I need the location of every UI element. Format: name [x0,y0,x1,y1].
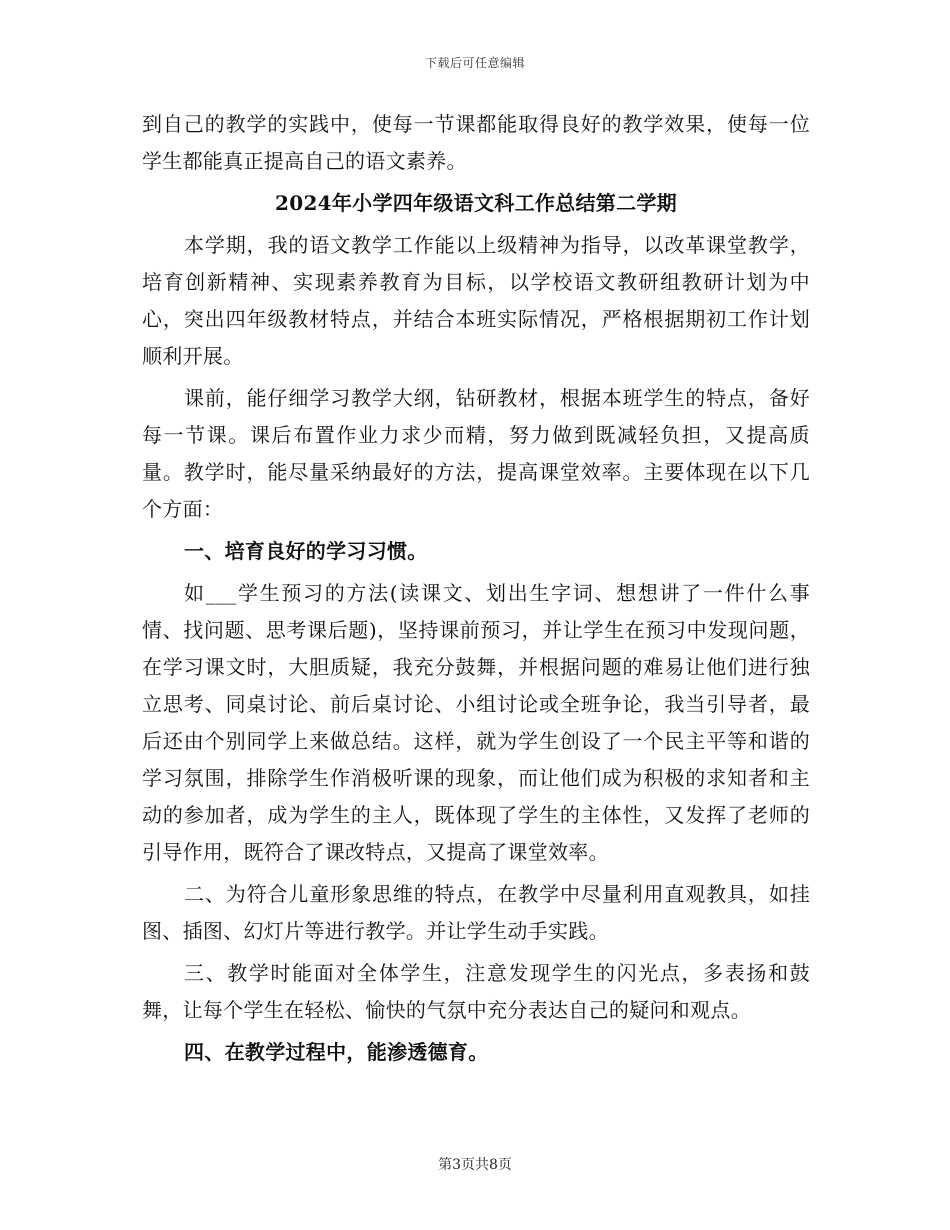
heading-point-1: 一、培育良好的学习习惯。 [184,539,428,563]
paragraph-preparation: 课前，能仔细学习教学大纲，钻研教材，根据本班学生的特点，备好每一节课。课后布置作业力求少而精，努力做到既减轻负担，又提高质量。教学时，能尽量采纳最好的方法，提高课堂效率。主要体现在以下几个方面： [142,386,810,521]
section-title: 2024年小学四年级语文科工作总结第二学期 [275,191,677,215]
paragraph-intro: 本学期，我的语文教学工作能以上级精神为指导，以改革课堂教学，培育创新精神、实现素养教育为目标，以学校语文教研组教研计划为中心，突出四年级教材特点，并结合本班实际情况，严格根据期初工作计划顺利开展。 [142,233,810,368]
heading-point-4: 四、在教学过程中，能渗透德育。 [184,1040,489,1064]
paragraph-point-3: 三、教学时能面对全体学生，注意发现学生的闪光点，多表扬和鼓舞，让每个学生在轻松、愉快的气氛中充分表达自己的疑问和观点。 [142,961,810,1022]
page-header: 下载后可任意编辑 [424,56,525,70]
document-body [142,106,810,1076]
page-number: 第3页共8页 [438,1157,512,1173]
paragraph-point-1: 如___学生预习的方法(读课文、划出生字词、想想讲了一件什么事情、找问题、思考课后题)，坚持课前预习，并让学生在预习中发现问题，在学习课文时，大胆质疑，我充分鼓舞，并根据问题的难易让他们进行独立思考、同桌讨论、前后桌讨论、小组讨论或全班争论，我当引导者，最后还由个别同学上来做总结。这样，就为学生创设了一个民主平等和谐的学习氛围，排除学生作消极听课的现象，而让他们成为积极的求知者和主动的参加者，成为学生的主人，既体现了学生的主体性，又发挥了老师的引导作用，既符合了课改特点，又提高了课堂效率。 [142,581,810,864]
paragraph-point-2: 二、为符合儿童形象思维的特点，在教学中尽量利用直观教具，如挂图、插图、幻灯片等进行教学。并让学生动手实践。 [142,882,810,943]
paragraph-continuation: 到自己的教学的实践中，使每一节课都能取得良好的教学效果，使每一位学生都能真正提高自己的语文素养。 [142,112,810,173]
